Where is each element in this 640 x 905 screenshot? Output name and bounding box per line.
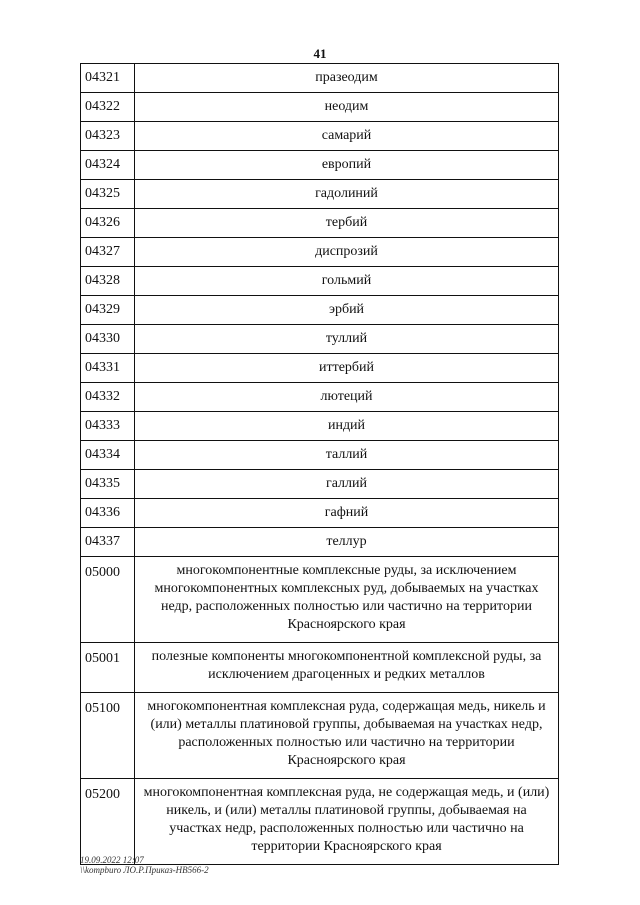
table-row — [81, 354, 559, 383]
table-row — [81, 267, 559, 296]
table-row — [81, 209, 559, 238]
code-cell: 05001 — [81, 643, 135, 693]
table-row — [81, 64, 559, 93]
table-row — [81, 499, 559, 528]
name-cell: многокомпонентная комплексная руда, содержащая медь, никель и (или) металлы платиновой группы, добываемая на участках недр, расположенных полностью или частично на территории Красноярского края — [135, 693, 559, 779]
table-row — [81, 93, 559, 122]
code-cell: 04327 — [81, 238, 135, 267]
code-cell: 04331 — [81, 354, 135, 383]
code-cell: 04335 — [81, 470, 135, 499]
footer — [80, 855, 209, 875]
code-cell: 04329 — [81, 296, 135, 325]
table-row — [81, 557, 559, 643]
name-cell: иттербий — [135, 354, 559, 383]
code-cell: 05200 — [81, 779, 135, 865]
table-row — [81, 693, 559, 779]
table-row — [81, 383, 559, 412]
code-cell: 04324 — [81, 151, 135, 180]
name-cell: теллур — [135, 528, 559, 557]
name-cell: неодим — [135, 93, 559, 122]
name-cell: европий — [135, 151, 559, 180]
code-cell: 04325 — [81, 180, 135, 209]
code-cell: 04321 — [81, 64, 135, 93]
code-cell: 04332 — [81, 383, 135, 412]
name-cell: галлий — [135, 470, 559, 499]
footer-file-path: \\kompburo ЛО.Р.Приказ-НВ566-2 — [80, 865, 209, 875]
code-cell: 04334 — [81, 441, 135, 470]
name-cell: гадолиний — [135, 180, 559, 209]
code-cell: 04337 — [81, 528, 135, 557]
table-row — [81, 122, 559, 151]
code-cell: 04328 — [81, 267, 135, 296]
table-row — [81, 779, 559, 865]
code-cell: 04326 — [81, 209, 135, 238]
name-cell: празеодим — [135, 64, 559, 93]
table-row — [81, 470, 559, 499]
name-cell: туллий — [135, 325, 559, 354]
name-cell: индий — [135, 412, 559, 441]
table-row — [81, 441, 559, 470]
table-row — [81, 412, 559, 441]
table-row — [81, 325, 559, 354]
name-cell: многокомпонентная комплексная руда, не содержащая медь, и (или) никель, и (или) металлы платиновой группы, добываемая на участках недр, расположенных полностью или частично на территории Красноярского края — [135, 779, 559, 865]
code-cell: 04323 — [81, 122, 135, 151]
name-cell: самарий — [135, 122, 559, 151]
page-number: 41 — [313, 46, 327, 61]
table-row — [81, 238, 559, 267]
table-row — [81, 180, 559, 209]
table-row — [81, 296, 559, 325]
table-body — [81, 64, 559, 865]
name-cell: многокомпонентные комплексные руды, за исключением многокомпонентных комплексных руд, добываемых на участках недр, расположенных полностью или частично на территории Красноярского края — [135, 557, 559, 643]
footer-timestamp: 19.09.2022 12:07 — [80, 855, 144, 865]
name-cell: эрбий — [135, 296, 559, 325]
code-cell: 05000 — [81, 557, 135, 643]
name-cell: полезные компоненты многокомпонентной комплексной руды, за исключением драгоценных и редких металлов — [135, 643, 559, 693]
name-cell: гольмий — [135, 267, 559, 296]
name-cell: таллий — [135, 441, 559, 470]
table-row — [81, 528, 559, 557]
name-cell: тербий — [135, 209, 559, 238]
code-cell: 05100 — [81, 693, 135, 779]
code-cell: 04330 — [81, 325, 135, 354]
name-cell: диспрозий — [135, 238, 559, 267]
code-cell: 04322 — [81, 93, 135, 122]
table-row — [81, 151, 559, 180]
code-cell: 04333 — [81, 412, 135, 441]
code-cell: 04336 — [81, 499, 135, 528]
name-cell: лютеций — [135, 383, 559, 412]
name-cell: гафний — [135, 499, 559, 528]
table-row — [81, 643, 559, 693]
codes-table — [80, 63, 559, 865]
